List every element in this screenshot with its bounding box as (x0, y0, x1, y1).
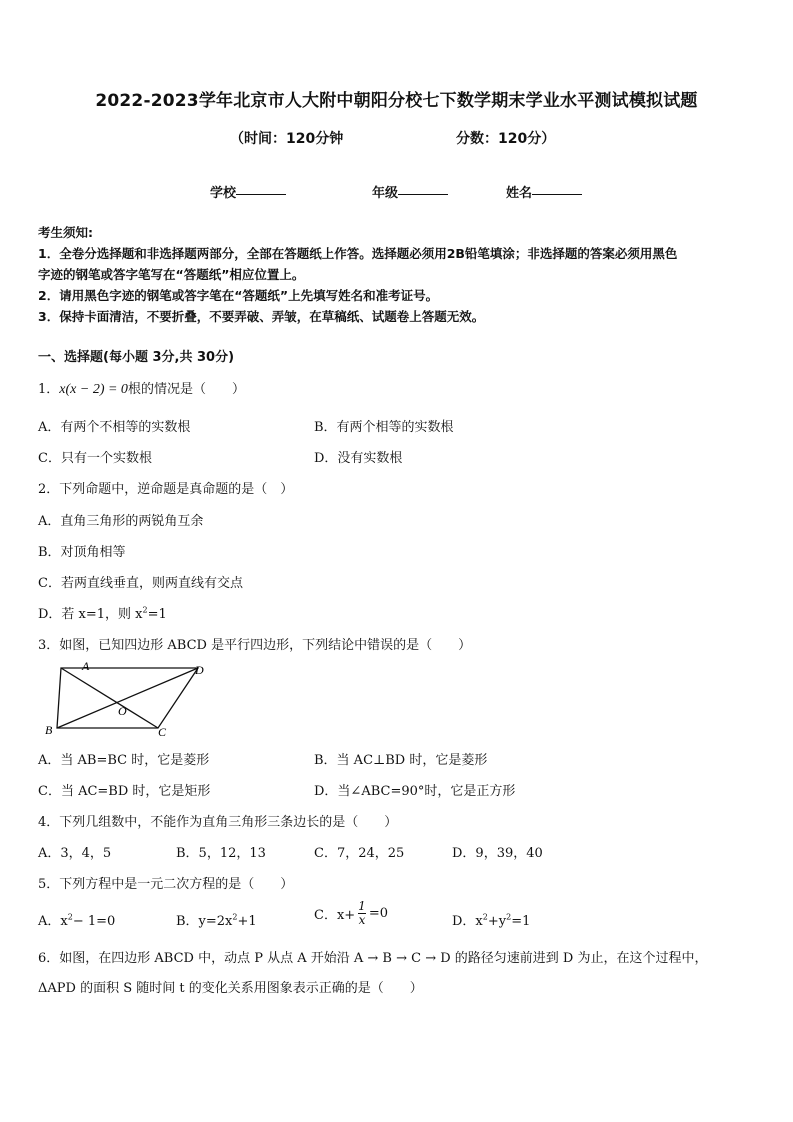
q2-option-d (38, 603, 167, 622)
name-field (506, 182, 532, 201)
q2-option-b: B．对顶角相等 (38, 545, 126, 560)
q1-number: 1． (38, 382, 60, 397)
q5-d-sup1: 2 (482, 912, 488, 922)
q4-option-c: C．7，24，25 (314, 846, 405, 861)
question-6-line-1: 6．如图，在四边形 ABCD 中，动点 P 从点 A 开始沿 A → B → C → D 的路径匀速前进到 D 为止，在这个过程中， (38, 951, 708, 966)
q5-a-post: − 1=0 (72, 914, 116, 929)
q1-text: 根的情况是（ ） (127, 382, 245, 397)
q5-d-mid: +y (487, 914, 507, 929)
q5-option-a (38, 910, 115, 929)
question-2: 2．下列命题中，逆命题是真命题的是（ ） (38, 482, 294, 497)
exam-title: 2022-2023学年北京市人大附中朝阳分校七下数学期末学业水平测试模拟试题 (95, 91, 698, 111)
q5-d-pre: D．x (452, 914, 483, 929)
q3-option-c: C．当 AC=BD 时，它是矩形 (38, 784, 211, 799)
q2-d-pre: D．若 x=1，则 x (38, 607, 143, 622)
q4-option-d: D．9，39，40 (452, 846, 543, 861)
parallelogram-figure (40, 660, 230, 742)
notice-line-2: 2．请用黑色字迹的钢笔或答字笔在“答题纸”上先填写姓名和准考证号。 (38, 288, 439, 303)
q2-option-a: A．直角三角形的两锐角互余 (38, 514, 204, 529)
q4-option-b: B．5，12，13 (176, 846, 266, 861)
diagonal-bd (57, 668, 198, 728)
notice-line-1b: 字迹的钢笔或答字笔写在“答题纸”相应位置上。 (38, 267, 305, 282)
q2-d-post: =1 (147, 607, 167, 622)
q5-option-d (452, 910, 530, 929)
q5-d-sup2: 2 (506, 912, 512, 922)
name-label: 姓名 (506, 186, 533, 201)
question-4: 4．下列几组数中，不能作为直角三角形三条边长的是（ ） (38, 815, 398, 830)
vertex-b-label: B (45, 723, 53, 737)
q3-option-b: B．当 AC⊥BD 时，它是菱形 (314, 753, 488, 768)
diagonal-ac (61, 668, 158, 728)
name-blank (532, 182, 582, 195)
q3-option-a: A．当 AB=BC 时，它是菱形 (38, 753, 210, 768)
q5-a-sup: 2 (67, 912, 73, 922)
q5-c-post: =0 (368, 906, 388, 921)
question-5: 5．下列方程中是一元二次方程的是（ ） (38, 877, 294, 892)
center-o-label: O (118, 704, 127, 718)
q1-option-a: A．有两个不相等的实数根 (38, 420, 191, 435)
grade-label: 年级 (372, 186, 399, 201)
vertex-a-label: A (82, 660, 90, 673)
q5-c-denominator: x (358, 913, 366, 927)
q5-c-pre: C．x+ (314, 908, 356, 923)
question-6-line-2: ΔAPD 的面积 S 随时间 t 的变化关系用图象表示正确的是（ ） (38, 981, 423, 996)
school-blank (236, 182, 286, 195)
grade-blank (398, 182, 448, 195)
q5-a-pre: A．x (38, 914, 68, 929)
q5-b-sup: 2 (232, 912, 238, 922)
q5-c-fraction (358, 900, 366, 927)
notice-heading: 考生须知: (38, 225, 93, 240)
q4-option-a: A．3，4，5 (38, 846, 112, 861)
notice-line-1: 1．全卷分选择题和非选择题两部分，全部在答题纸上作答。选择题必须用2B铅笔填涂；非选择题的答案必须用黑色 (38, 246, 678, 261)
vertex-c-label: C (158, 725, 167, 739)
q5-option-c (314, 900, 388, 927)
exam-notice (38, 222, 758, 327)
vertex-d-label: D (195, 663, 204, 677)
q5-b-post: +1 (237, 914, 257, 929)
q1-option-d: D．没有实数根 (314, 451, 403, 466)
question-1 (38, 378, 245, 398)
q5-option-b (176, 910, 257, 929)
q5-c-numerator: 1 (358, 899, 366, 913)
q5-d-post: =1 (511, 914, 531, 929)
exam-score: 分数：120分） (456, 131, 556, 147)
q5-b-pre: B．y=2x (176, 914, 233, 929)
grade-field (372, 182, 398, 201)
question-3: 3．如图，已知四边形 ABCD 是平行四边形，下列结论中错误的是（ ） (38, 638, 472, 653)
q2-option-c: C．若两直线垂直，则两直线有交点 (38, 576, 243, 591)
q1-equation: x(x − 2) = 0 (59, 382, 128, 397)
q3-option-d: D．当∠ABC=90°时，它是正方形 (314, 784, 516, 799)
school-field (210, 182, 236, 201)
q1-option-b: B．有两个相等的实数根 (314, 420, 454, 435)
exam-time: （时间：120分钟 (230, 131, 344, 147)
school-label: 学校 (210, 186, 237, 201)
q1-option-c: C．只有一个实数根 (38, 451, 152, 466)
notice-line-3: 3．保持卡面清洁，不要折叠，不要弄破、弄皱，在草稿纸、试题卷上答题无效。 (38, 309, 485, 324)
q2-d-sup: 2 (142, 605, 148, 615)
section-heading: 一、选择题(每小题 3分,共 30分) (38, 350, 235, 365)
